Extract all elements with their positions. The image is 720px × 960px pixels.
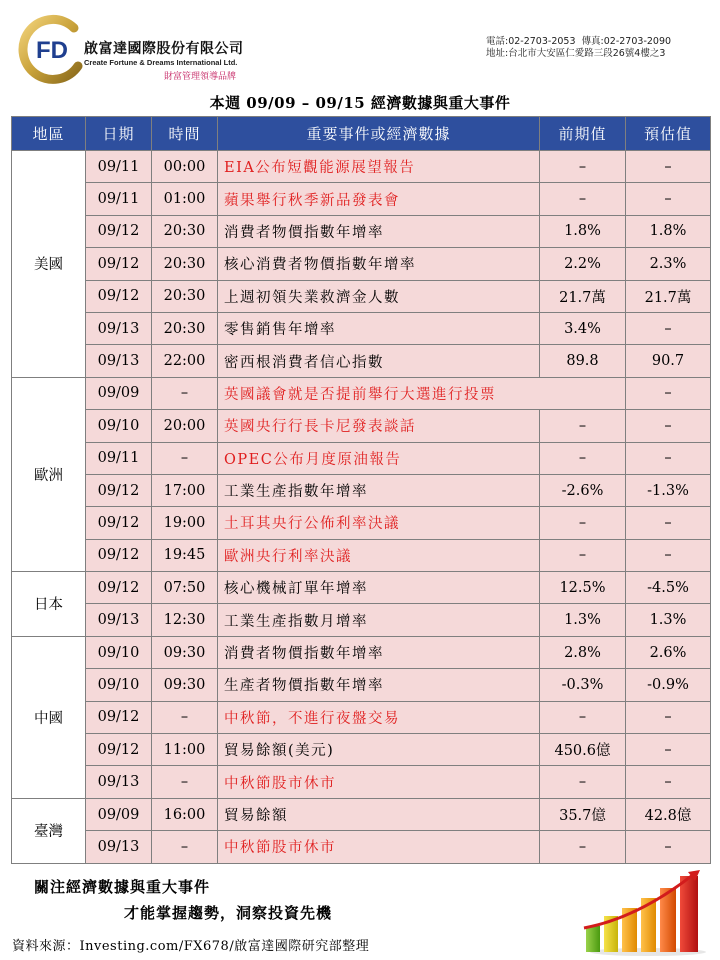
table-row: [12, 507, 711, 539]
previous-value-cell: 21.7萬: [540, 280, 626, 312]
table-row: [12, 248, 711, 280]
forecast-value-cell: 1.3%: [626, 604, 711, 636]
company-logo-icon: [18, 14, 88, 84]
slogan-line-2: 才能掌握趨勢，洞察投資先機: [124, 904, 333, 922]
forecast-value-cell: –: [626, 734, 711, 766]
date-cell: 09/10: [86, 636, 152, 668]
region-cell: 日本: [12, 572, 86, 637]
event-cell: 工業生產指數月增率: [218, 604, 540, 636]
date-cell: 09/13: [86, 345, 152, 377]
table-body: [12, 151, 711, 864]
date-cell: 09/12: [86, 474, 152, 506]
time-cell: 17:00: [152, 474, 218, 506]
event-cell: 密西根消費者信心指數: [218, 345, 540, 377]
forecast-value-cell: –: [626, 507, 711, 539]
table-row: [12, 345, 711, 377]
date-cell: 09/10: [86, 669, 152, 701]
region-cell: 中國: [12, 636, 86, 798]
date-cell: 09/09: [86, 798, 152, 830]
company-name-cn: 啟富達國際股份有限公司: [84, 41, 244, 57]
table-row: [12, 539, 711, 571]
forecast-value-cell: –: [626, 151, 711, 183]
date-cell: 09/11: [86, 442, 152, 474]
previous-value-cell: 89.8: [540, 345, 626, 377]
table-row: [12, 442, 711, 474]
table-row: [12, 798, 711, 830]
slogan-line-1: 關注經濟數據與重大事件: [34, 878, 211, 896]
forecast-value-cell: –: [626, 701, 711, 733]
previous-value-cell: –: [540, 151, 626, 183]
time-cell: 00:00: [152, 151, 218, 183]
event-cell: OPEC公布月度原油報告: [218, 442, 540, 474]
time-cell: –: [152, 766, 218, 798]
time-cell: 01:00: [152, 183, 218, 215]
date-cell: 09/10: [86, 410, 152, 442]
forecast-value-cell: –: [626, 766, 711, 798]
forecast-value-cell: 21.7萬: [626, 280, 711, 312]
table-row: [12, 604, 711, 636]
time-cell: 22:00: [152, 345, 218, 377]
event-cell: 工業生產指數年增率: [218, 474, 540, 506]
date-cell: 09/12: [86, 734, 152, 766]
event-cell: 上週初領失業救濟金人數: [218, 280, 540, 312]
previous-value-cell: –: [540, 442, 626, 474]
forecast-value-cell: -0.9%: [626, 669, 711, 701]
forecast-value-cell: 42.8億: [626, 798, 711, 830]
table-row: [12, 151, 711, 183]
date-cell: 09/12: [86, 539, 152, 571]
time-cell: 16:00: [152, 798, 218, 830]
date-cell: 09/13: [86, 831, 152, 863]
forecast-value-cell: –: [626, 539, 711, 571]
time-cell: 20:00: [152, 410, 218, 442]
events-table: [11, 116, 711, 864]
previous-value-cell: –: [540, 410, 626, 442]
previous-value-cell: –: [540, 183, 626, 215]
table-row: [12, 377, 711, 409]
event-cell: EIA公布短觀能源展望報告: [218, 151, 540, 183]
time-cell: 20:30: [152, 215, 218, 247]
table-row: [12, 636, 711, 668]
forecast-value-cell: 1.8%: [626, 215, 711, 247]
date-cell: 09/13: [86, 766, 152, 798]
event-cell: 貿易餘額(美元): [218, 734, 540, 766]
table-row: [12, 215, 711, 247]
forecast-value-cell: -1.3%: [626, 474, 711, 506]
table-row: [12, 766, 711, 798]
previous-value-cell: 2.2%: [540, 248, 626, 280]
forecast-value-cell: –: [626, 442, 711, 474]
table-row: [12, 669, 711, 701]
region-cell: 臺灣: [12, 798, 86, 863]
fax-number: 傳真:02-2703-2090: [581, 36, 672, 47]
previous-value-cell: 35.7億: [540, 798, 626, 830]
previous-value-cell: 1.3%: [540, 604, 626, 636]
previous-value-cell: 450.6億: [540, 734, 626, 766]
forecast-value-cell: –: [626, 183, 711, 215]
table-row: [12, 312, 711, 344]
forecast-value-cell: -4.5%: [626, 572, 711, 604]
time-cell: –: [152, 377, 218, 409]
table-row: [12, 410, 711, 442]
region-cell: 歐洲: [12, 377, 86, 571]
time-cell: 19:45: [152, 539, 218, 571]
company-tagline: 財富管理領導品牌: [164, 72, 237, 82]
rising-bars-icon: [578, 868, 708, 956]
table-row: [12, 280, 711, 312]
previous-value-cell: 12.5%: [540, 572, 626, 604]
date-cell: 09/12: [86, 280, 152, 312]
table-header-row: [12, 117, 711, 151]
page-title: 本週 09/09 – 09/15 經濟數據與重大事件: [209, 94, 511, 112]
event-cell: 消費者物價指數年增率: [218, 215, 540, 247]
previous-value-cell: –: [540, 766, 626, 798]
time-cell: –: [152, 831, 218, 863]
forecast-value-cell: 2.6%: [626, 636, 711, 668]
address: 地址:台北市大安區仁愛路三段26號4樓之3: [486, 48, 666, 59]
previous-value-cell: -2.6%: [540, 474, 626, 506]
event-cell: 土耳其央行公佈利率決議: [218, 507, 540, 539]
company-name-en: Create Fortune & Dreams International Ltd.: [84, 58, 238, 67]
previous-value-cell: –: [540, 701, 626, 733]
logo-letters: FD: [36, 37, 68, 64]
date-cell: 09/11: [86, 151, 152, 183]
header-event: 重要事件或經濟數據: [218, 117, 540, 151]
date-cell: 09/13: [86, 312, 152, 344]
time-cell: 09:30: [152, 636, 218, 668]
event-cell: 中秋節股市休市: [218, 766, 540, 798]
previous-value-cell: 1.8%: [540, 215, 626, 247]
forecast-value-cell: 2.3%: [626, 248, 711, 280]
forecast-value-cell: –: [626, 831, 711, 863]
date-cell: 09/12: [86, 701, 152, 733]
forecast-value-cell: –: [626, 312, 711, 344]
table-row: [12, 572, 711, 604]
header-time: 時間: [152, 117, 218, 151]
header-region: 地區: [12, 117, 86, 151]
previous-value-cell: –: [540, 539, 626, 571]
time-cell: 11:00: [152, 734, 218, 766]
table-row: [12, 734, 711, 766]
time-cell: 07:50: [152, 572, 218, 604]
forecast-value-cell: –: [626, 410, 711, 442]
table-row: [12, 701, 711, 733]
previous-value-cell: 3.4%: [540, 312, 626, 344]
event-cell: 零售銷售年增率: [218, 312, 540, 344]
forecast-value-cell: –: [626, 377, 711, 409]
header-previous: 前期值: [540, 117, 626, 151]
data-source: 資料來源：Investing.com/FX678/啟富達國際研究部整理: [12, 939, 370, 954]
date-cell: 09/12: [86, 215, 152, 247]
event-cell: 生產者物價指數年增率: [218, 669, 540, 701]
date-cell: 09/12: [86, 507, 152, 539]
event-cell: 貿易餘額: [218, 798, 540, 830]
time-cell: 12:30: [152, 604, 218, 636]
table-row: [12, 831, 711, 863]
event-cell: 英國央行行長卡尼發表談話: [218, 410, 540, 442]
date-cell: 09/12: [86, 248, 152, 280]
previous-value-cell: –: [540, 507, 626, 539]
event-cell: 蘋果舉行秋季新品發表會: [218, 183, 540, 215]
date-cell: 09/11: [86, 183, 152, 215]
time-cell: 20:30: [152, 280, 218, 312]
event-cell: 英國議會就是否提前舉行大選進行投票: [218, 377, 626, 409]
time-cell: 19:00: [152, 507, 218, 539]
time-cell: 09:30: [152, 669, 218, 701]
time-cell: 20:30: [152, 312, 218, 344]
previous-value-cell: –: [540, 831, 626, 863]
event-cell: 中秋節股市休市: [218, 831, 540, 863]
company-logo: [18, 14, 308, 84]
region-cell: 美國: [12, 151, 86, 378]
table-row: [12, 183, 711, 215]
time-cell: –: [152, 442, 218, 474]
phone-number: 電話:02-2703-2053: [486, 36, 576, 47]
contact-info: [486, 36, 706, 60]
table-row: [12, 474, 711, 506]
time-cell: –: [152, 701, 218, 733]
time-cell: 20:30: [152, 248, 218, 280]
forecast-value-cell: 90.7: [626, 345, 711, 377]
date-cell: 09/13: [86, 604, 152, 636]
header-date: 日期: [86, 117, 152, 151]
previous-value-cell: -0.3%: [540, 669, 626, 701]
event-cell: 核心消費者物價指數年增率: [218, 248, 540, 280]
date-cell: 09/12: [86, 572, 152, 604]
event-cell: 消費者物價指數年增率: [218, 636, 540, 668]
date-cell: 09/09: [86, 377, 152, 409]
event-cell: 中秋節，不進行夜盤交易: [218, 701, 540, 733]
event-cell: 歐洲央行利率決議: [218, 539, 540, 571]
header-forecast: 預估值: [626, 117, 711, 151]
event-cell: 核心機械訂單年增率: [218, 572, 540, 604]
previous-value-cell: 2.8%: [540, 636, 626, 668]
